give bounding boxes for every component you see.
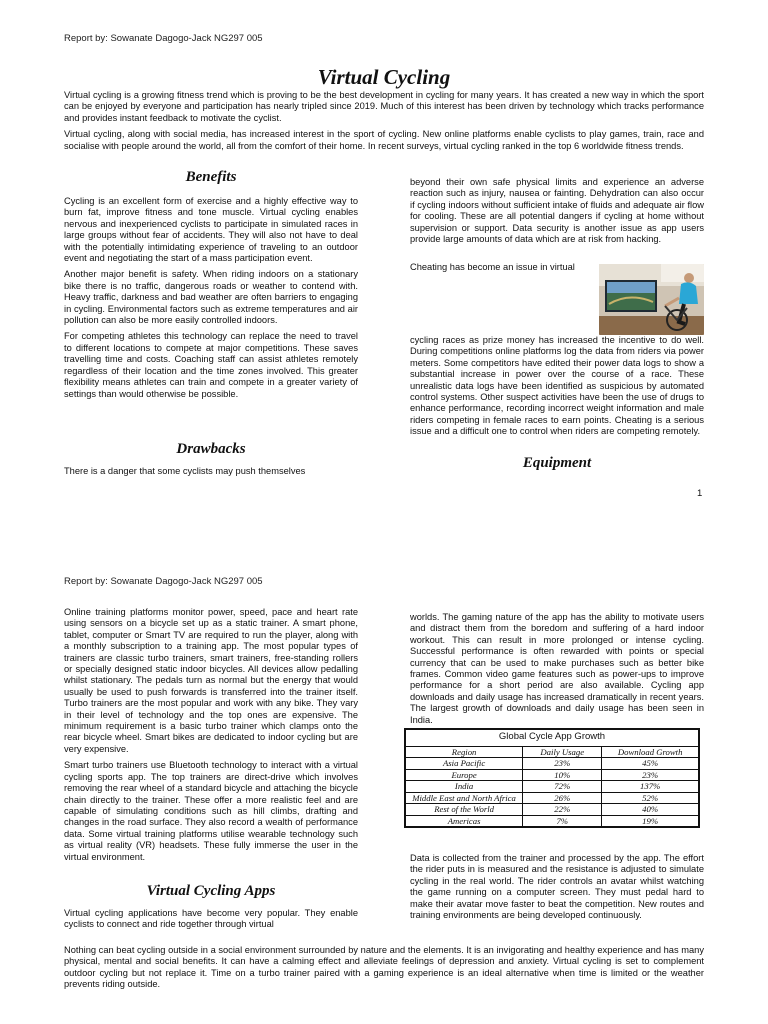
table-row [406,781,699,793]
growth-table [404,728,700,828]
intro-section [64,90,704,152]
equipment-section [64,607,358,863]
intro-paragraph-2: Virtual cycling, along with social media, has increased interest in the sport of cycling. New online platforms enable cyclists to play games, train, race and socialise with people around the world, all from the comfort of their home. In recent surveys, virtual cycling ranked in the top 6 worldwide fitness trends. [64,129,704,151]
equipment-heading: Equipment [522,455,592,471]
table-row [406,769,699,781]
table-cell-download-growth: 137% [602,781,699,793]
table-row [406,792,699,804]
benefits-paragraph-1: Cycling is an excellent form of exercise and a highly effective way to burn fat, improve fitness and tone muscle. Virtual cycling enables nervous and inexperienced cyclists to participate in simulated races in large groups without fear of accidents. They will also not have to deal with the potentially intimidating experience of traveling to an outdoor event and negotiating the start of a mass participation event. [64,196,358,264]
table-cell-region: Asia Pacific [406,758,523,770]
table-cell-region: Rest of the World [406,804,523,816]
table-header-region: Region [406,746,523,758]
table-cell-download-growth: 52% [602,792,699,804]
data-collection-paragraph: Data is collected from the trainer and processed by the app. The effort the rider puts in is measured and the resistance is adjusted to simulate cycling in the real world. The rider controls an avatar whilst watching the game running on a computer screen. They must pedal hard to make their avatar move faster to beat the competition. New routes and training environments are being developed continuously. [410,853,704,921]
table-cell-download-growth: 40% [602,804,699,816]
table-row [406,758,699,770]
cheating-paragraph-start: Cheating has become an issue in virtual [410,262,575,272]
page2-header: Report by: Sowanate Dagogo-Jack NG297 005 [64,576,263,587]
table-cell-download-growth: 23% [602,769,699,781]
table-cell-daily-usage: 23% [523,758,602,770]
equipment-paragraph-1: Online training platforms monitor power, speed, pace and heart rate using sensors on a bicycle set up as a static trainer. A smart phone, tablet, computer or Smart TV are required to run the player, along with a monthly subscription to a training app. The most popular types of trainers are classic turbo trainers, smart trainers, free-standing rollers or specially designed static indoor bicycles. All devices allow pedalling whilst stationary. The pedals turn as normal but the energy that would usually be used to push forwards is transferred into the trainer itself. Turbo trainers are the most popular and work with any bike. They vary in their level of technology and the top ones are expensive. The minimum requirement is a basic turbo trainer which clamps onto the rear bicycle wheel. Smart bikes are dedicated to indoor cycling but are very expensive. [64,607,358,754]
table-cell-download-growth: 19% [602,815,699,827]
drawbacks-heading: Drawbacks [176,441,246,457]
apps-heading: Virtual Cycling Apps [146,883,276,899]
closing-paragraph: Nothing can beat cycling outside in a social environment surrounded by nature and the elements. It is an invigorating and healthy experience and has many physical, mental and social benefits. It can have a calming effect and alleviate feelings of depression and anxiety. Virtual cycling is set to complement outdoor cycling but not replace it. Time on a turbo trainer paired with a gaming experience is an ideal alternative when time is limited or the weather prevents riding outside. [64,945,704,990]
table-cell-region: Americas [406,815,523,827]
cheating-paragraph-continued: cycling races as prize money has increased the incentive to do well. During competitions online platforms log the data from riders via power meters. Some competitors have edited their power data logs to show a substantial increase in power over the course of a race. These unrealistic data logs have been identified as suspicious by automated control systems. Other suspect activities have been the use of drugs to enhance performance, recording incorrect weight information and male riders competing in female races to earn points. Cheating is a serious issue and a difficult one to control when riders are competing remotely. [410,335,704,437]
benefits-heading: Benefits [185,169,237,185]
growth-table-grid [405,729,699,827]
table-cell-daily-usage: 22% [523,804,602,816]
cyclist-on-trainer-image [599,264,704,335]
table-cell-region: Europe [406,769,523,781]
equipment-paragraph-2: Smart turbo trainers use Bluetooth technology to interact with a virtual cycling sports app. The top trainers are direct-drive which involves removing the rear wheel of a standard bicycle and attaching the bicycle chain directly to the trainer. These offer a more realistic feel and are capable of simulating conditions such as hill climbs, drafting and changes in the road surface. They also record a wealth of performance data. Some virtual training platforms utilise wearable technology such as virtual reality (VR) headsets. These fully immerse the user in the virtual environment. [64,760,358,862]
page1-header: Report by: Sowanate Dagogo-Jack NG297 005 [64,33,263,44]
apps-paragraph: Virtual cycling applications have become very popular. They enable cyclists to connect and ride together through virtual [64,908,358,930]
table-cell-region: India [406,781,523,793]
table-cell-daily-usage: 26% [523,792,602,804]
table-header-daily-usage: Daily Usage [523,746,602,758]
table-cell-download-growth: 45% [602,758,699,770]
page-title: Virtual Cycling [317,65,451,89]
table-header-download-growth: Download Growth [602,746,699,758]
table-cell-daily-usage: 7% [523,815,602,827]
table-caption: Global Cycle App Growth [406,730,699,747]
table-row [406,804,699,816]
benefits-section [64,196,358,400]
table-cell-daily-usage: 10% [523,769,602,781]
table-cell-region: Middle East and North Africa [406,792,523,804]
drawbacks-continued: beyond their own safe physical limits and experience an adverse reaction such as injury, nausea or fainting. Dehydration can also occur if cycling indoors without sufficient intake of fluids and adequate air flow for cooling. These are all potential dangers if cycling at home without supervision or support. Data security is another issue as app users provide large amounts of data which are at risk from hacking. [410,177,704,245]
table-cell-daily-usage: 72% [523,781,602,793]
virtual-cycling-photo [599,264,704,335]
benefits-paragraph-2: Another major benefit is safety. When riding indoors on a stationary bike there is no traffic, dangerous roads or weather to contend with. Heavy traffic, darkness and bad weather are often barriers to engaging in cycling. Environmental factors such as extreme temperatures and air pollution can also be more easily controlled indoors. [64,269,358,326]
table-row [406,815,699,827]
intro-paragraph-1: Virtual cycling is a growing fitness trend which is proving to be the best development in cycling for many years. It has created a new way in which the sport can be enjoyed by everyone and participation has nearly tripled since 2019. Much of this interest has been driven by technology which tracks performance and provides instant feedback to motivate the cyclist. [64,90,704,123]
drawbacks-paragraph: There is a danger that some cyclists may push themselves [64,466,306,476]
page-number: 1 [697,488,703,499]
apps-continued: worlds. The gaming nature of the app has the ability to motivate users and distract them from the boredom and suffering of a hard indoor workout. This can result in more prolonged or intense cycling. Successful performance is often rewarded with points or special currency that can be used to make purchases such as better bike frames. Common video game features such as power-ups to improve performance for a short period are also available. Cycling app downloads and daily usage has increased dramatically in recent years. The largest growth of downloads and daily usage has been seen in India. [410,612,704,725]
benefits-paragraph-3: For competing athletes this technology can replace the need to travel to different locations to compete at major competitions. These saves travelling time and costs. Coaching staff can assist athletes remotely regardless of their location and the time zones involved. This greater flexibility means athletes can train and compete in a greater variety of settings than would otherwise be possible. [64,331,358,399]
